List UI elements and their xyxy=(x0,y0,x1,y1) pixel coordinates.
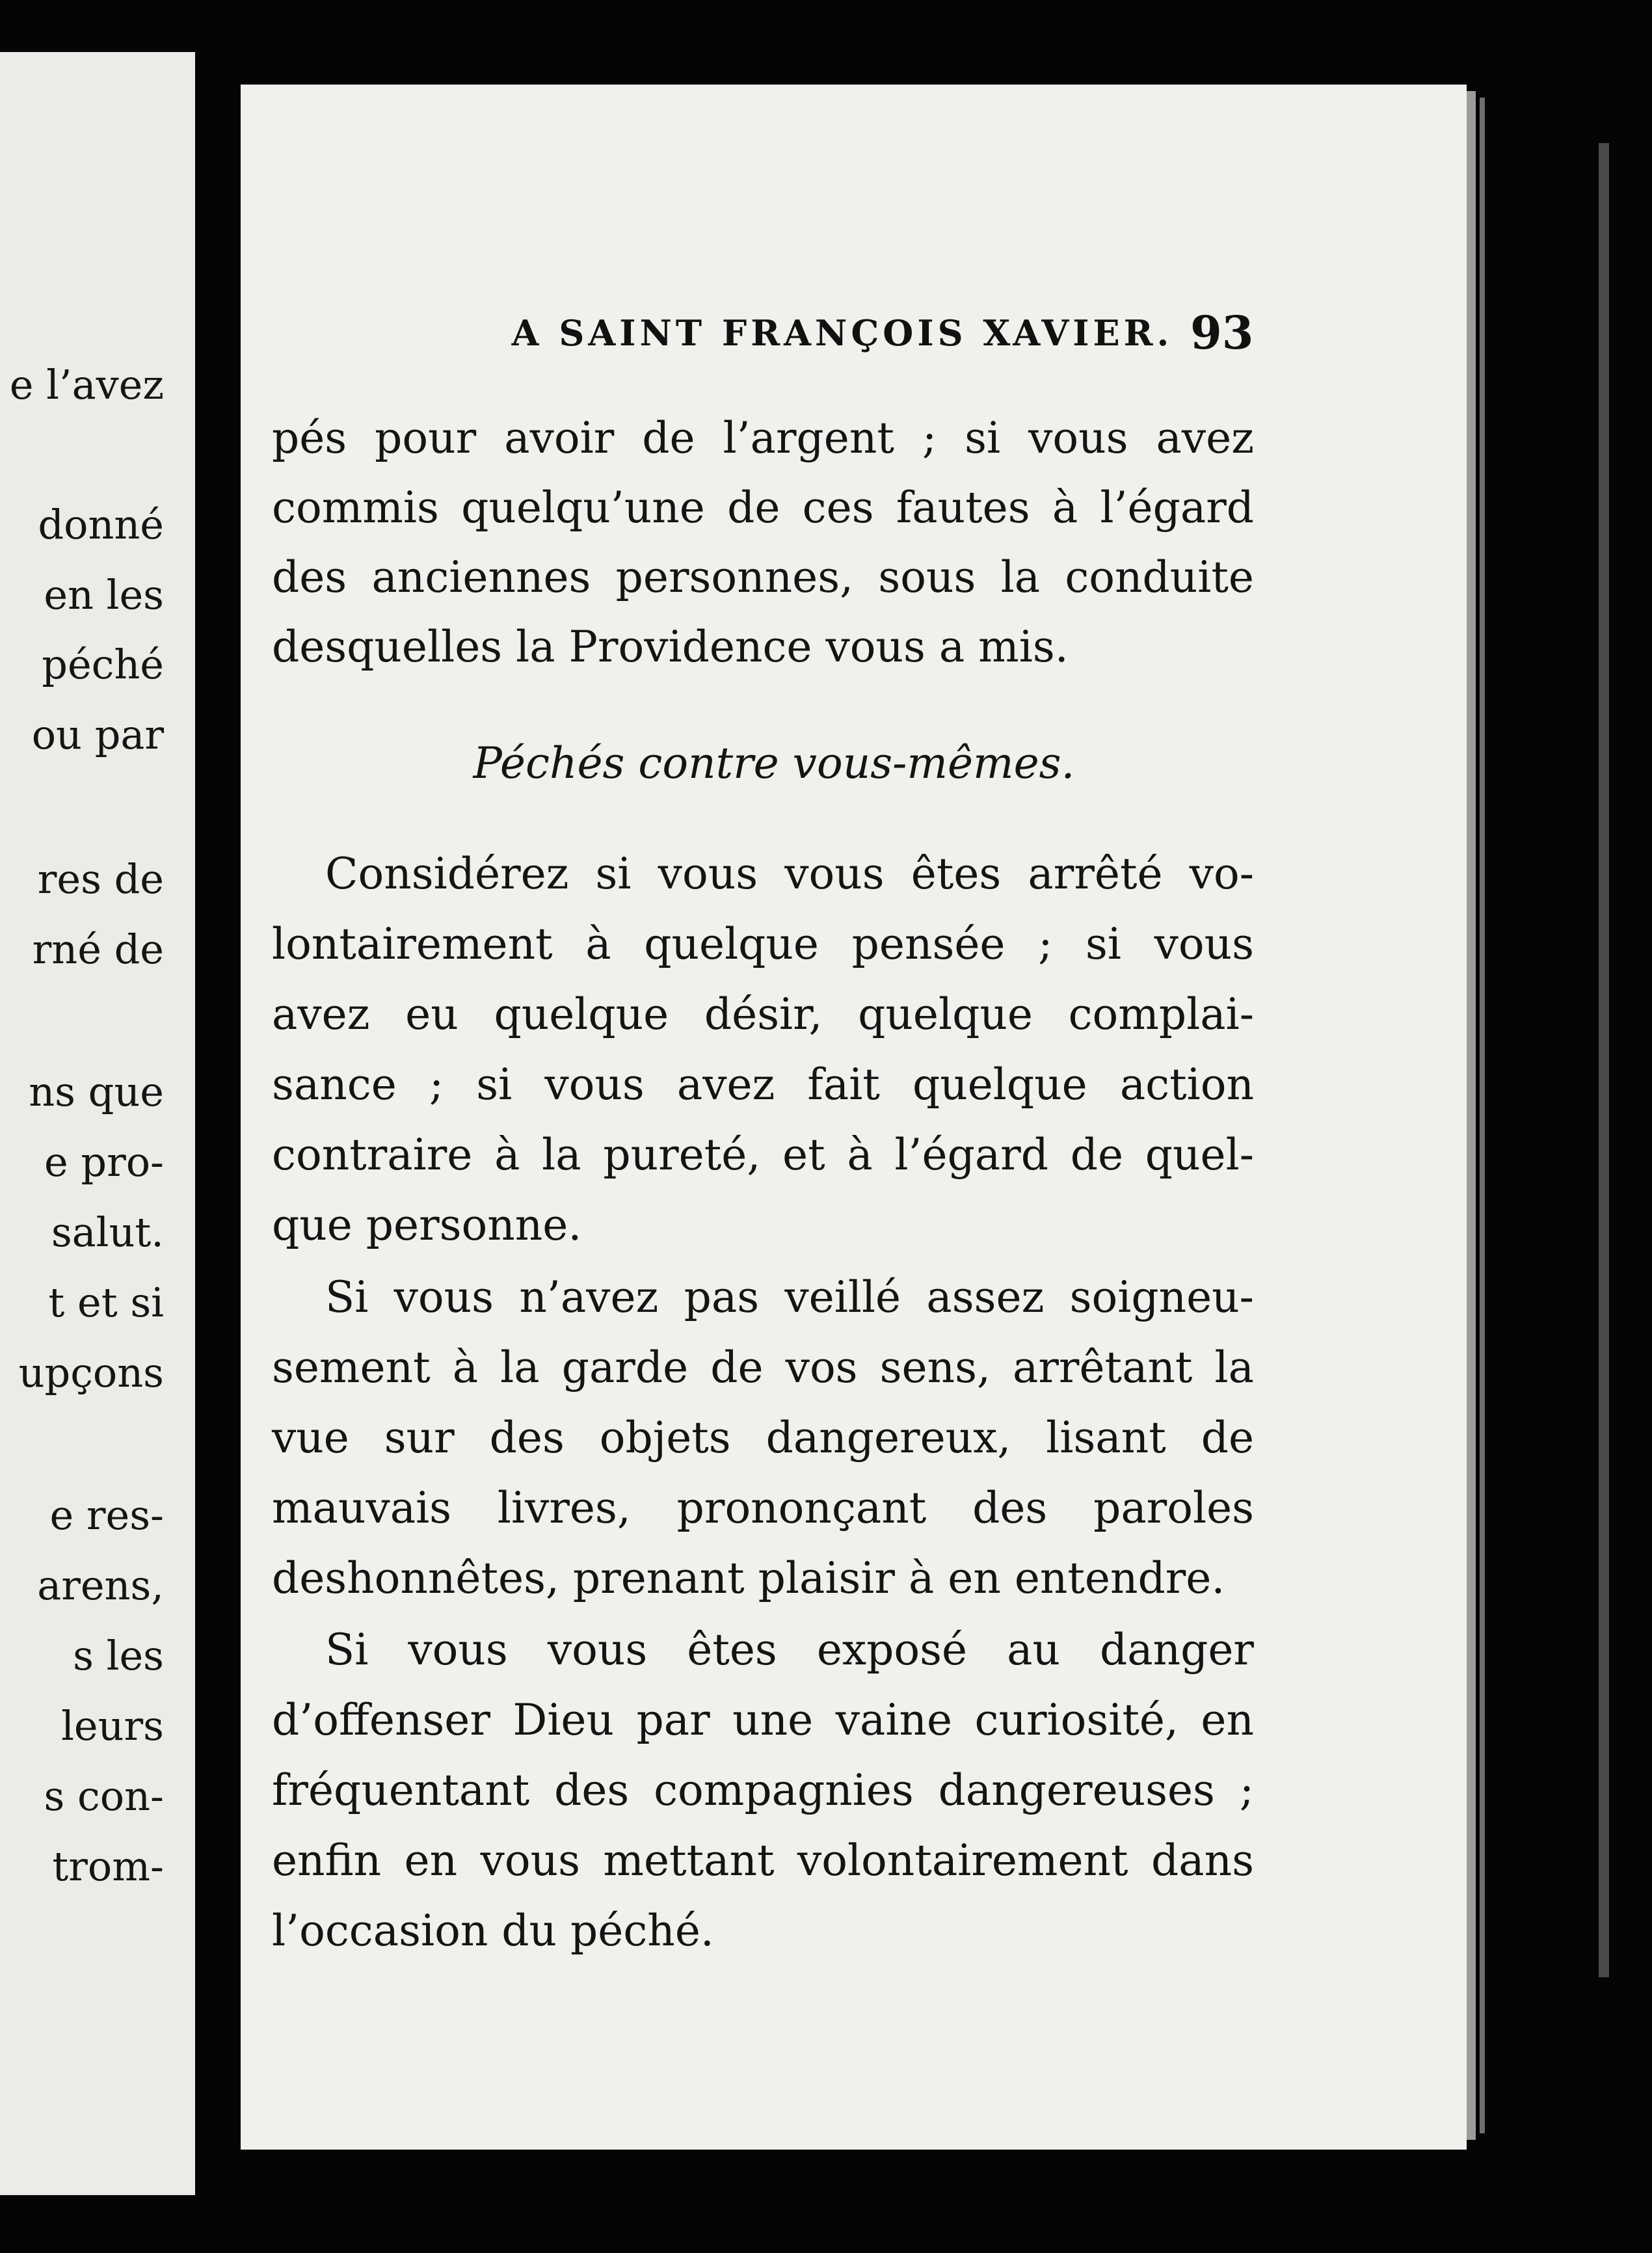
left-page-line: arens, xyxy=(37,1562,164,1609)
text-line: l’occasion du péché. xyxy=(272,1906,714,1956)
text-line: Considérez si vous vous êtes arrêté vo- xyxy=(325,849,1254,899)
left-page-line: salut. xyxy=(51,1208,164,1256)
left-page-line: rné de xyxy=(32,926,164,973)
text-line: d’offenser Dieu par une vaine curiosité, en xyxy=(272,1695,1254,1745)
left-page-line: s con- xyxy=(44,1772,164,1820)
text-line: deshonnêtes, prenant plaisir à en entendre. xyxy=(272,1553,1225,1603)
page-number: 93 xyxy=(1190,306,1254,360)
left-page-line: e res- xyxy=(49,1491,164,1539)
left-page-line: e l’avez xyxy=(9,361,164,408)
text-line: contraire à la pureté, et à l’égard de quel- xyxy=(272,1130,1254,1180)
text-line: lontairement à quelque pensée ; si vous xyxy=(272,919,1254,969)
text-line: desquelles la Providence vous a mis. xyxy=(272,622,1069,672)
left-page-fragment xyxy=(0,52,195,2195)
left-page-line: res de xyxy=(37,855,164,903)
text-line: avez eu quelque désir, quelque complai- xyxy=(272,989,1254,1039)
text-line: fréquentant des compagnies dangereuses ; xyxy=(272,1765,1254,1815)
left-page-line: upçons xyxy=(18,1349,164,1396)
text-line: commis quelqu’une de ces fautes à l’égard xyxy=(272,483,1254,533)
text-line: des anciennes personnes, sous la conduite xyxy=(272,552,1254,602)
page-edge xyxy=(1467,91,1476,2140)
left-page-line: ns que xyxy=(29,1068,164,1115)
left-page-line: péché xyxy=(42,641,164,688)
left-page-line: ou par xyxy=(31,711,164,758)
left-page-line: e pro- xyxy=(44,1138,164,1186)
text-line: sement à la garde de vos sens, arrêtant la xyxy=(272,1342,1254,1393)
text-line: enfin en vous mettant volontairement dans xyxy=(272,1835,1254,1886)
left-page-line: s les xyxy=(73,1632,164,1679)
left-page-line: t et si xyxy=(48,1279,164,1326)
text-line: pés pour avoir de l’argent ; si vous avez xyxy=(272,413,1254,463)
page-edge xyxy=(1599,143,1609,1977)
text-line: vue sur des objets dangereux, lisant de xyxy=(272,1413,1254,1463)
left-page-line: leurs xyxy=(61,1702,164,1750)
book-page xyxy=(241,85,1467,2150)
page-edge xyxy=(1480,98,1485,2133)
left-page-line: en les xyxy=(44,571,164,619)
text-line: que personne. xyxy=(272,1200,582,1250)
left-page-line: trom- xyxy=(52,1843,164,1890)
section-title: Péchés contre vous-mêmes. xyxy=(473,738,1075,788)
text-line: sance ; si vous avez fait quelque action xyxy=(272,1060,1254,1110)
left-page-line: donné xyxy=(38,501,164,548)
text-line: Si vous vous êtes exposé au danger xyxy=(325,1625,1254,1675)
text-line: Si vous n’avez pas veillé assez soigneu- xyxy=(325,1272,1254,1322)
text-line: mauvais livres, prononçant des paroles xyxy=(272,1483,1254,1533)
running-title: A SAINT FRANÇOIS XAVIER. xyxy=(511,312,1173,354)
